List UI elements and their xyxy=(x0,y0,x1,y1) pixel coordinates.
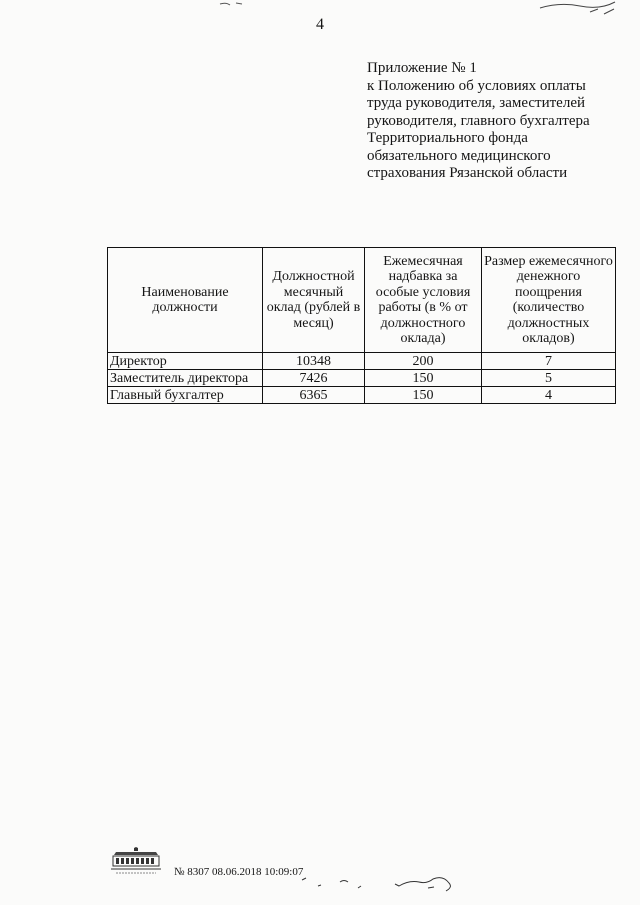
cell-bonus: 200 xyxy=(365,353,482,370)
appendix-line: труда руководителя, заместителей xyxy=(367,95,585,111)
appendix-line: обязательного медицинского xyxy=(367,147,551,164)
scan-marks xyxy=(300,868,480,898)
registration-stamp: № 8307 08.06.2018 10:09:07 xyxy=(174,866,304,878)
header-salary: Должностной месячный оклад (рублей в месяц) xyxy=(263,248,365,353)
cell-bonus: 150 xyxy=(365,370,482,387)
appendix-line: Приложение № 1 xyxy=(367,60,477,76)
cell-incentive: 4 xyxy=(482,387,616,404)
cell-position: Заместитель директора xyxy=(108,370,263,387)
appendix-header xyxy=(367,60,637,183)
page-number: 4 xyxy=(316,16,324,33)
appendix-line: руководителя, главного бухгалтера xyxy=(367,112,590,129)
table-row xyxy=(108,370,616,387)
appendix-line: к Положению об условиях оплаты xyxy=(367,77,586,94)
cell-salary: 10348 xyxy=(263,353,365,370)
table-row xyxy=(108,387,616,404)
cell-position: Главный бухгалтер xyxy=(108,387,263,404)
table-row xyxy=(108,353,616,370)
cell-position: Директор xyxy=(108,353,263,370)
salary-table xyxy=(107,247,616,404)
header-bonus: Ежемесячная надбавка за особые условия работы (в % от должностного оклада) xyxy=(365,248,482,353)
header-position: Наименование должности xyxy=(108,248,263,353)
table-header-row xyxy=(108,248,616,353)
building-stamp-icon xyxy=(108,846,164,876)
cell-incentive: 7 xyxy=(482,353,616,370)
cell-salary: 6365 xyxy=(263,387,365,404)
cell-bonus: 150 xyxy=(365,387,482,404)
cell-incentive: 5 xyxy=(482,370,616,387)
appendix-line: Территориального фонда xyxy=(367,130,528,146)
cell-salary: 7426 xyxy=(263,370,365,387)
header-incentive: Размер ежемесячного денежного поощрения (количество должностных окладов) xyxy=(482,248,616,353)
appendix-line: страхования Рязанской области xyxy=(367,165,568,181)
